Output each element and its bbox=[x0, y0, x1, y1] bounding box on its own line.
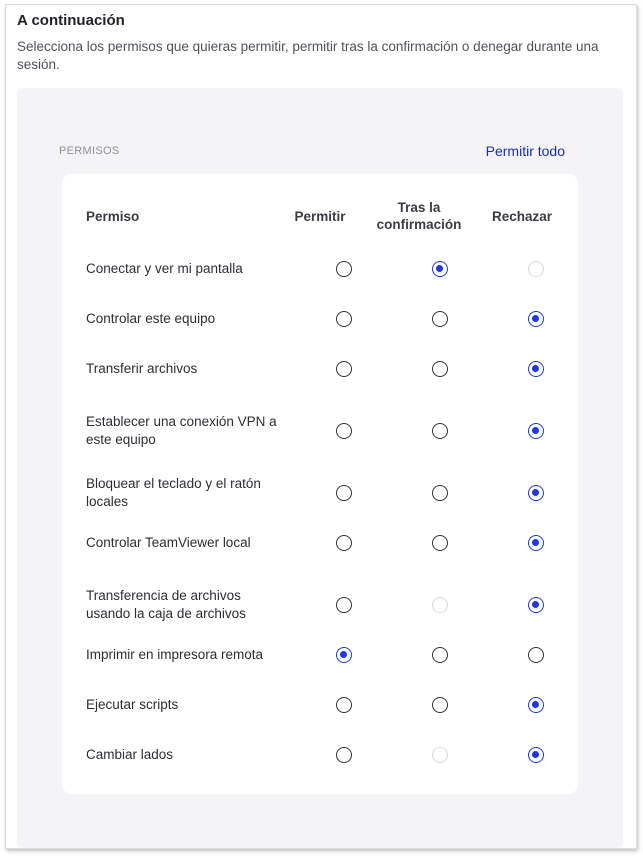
deny-radio[interactable] bbox=[528, 597, 544, 613]
after-confirmation-radio[interactable] bbox=[432, 423, 448, 439]
deny-radio[interactable] bbox=[528, 697, 544, 713]
permission-label: Bloquear el teclado y el ratón locales bbox=[86, 476, 261, 509]
permissions-table bbox=[62, 174, 578, 794]
permission-label: Transferencia de archivos usando la caja de archivos bbox=[86, 588, 246, 621]
allow-radio[interactable] bbox=[336, 485, 352, 501]
deny-radio[interactable] bbox=[528, 647, 544, 663]
allow-radio[interactable] bbox=[336, 747, 352, 763]
column-header-allow: Permitir bbox=[294, 209, 346, 224]
allow-radio[interactable] bbox=[336, 361, 352, 377]
after-confirmation-radio[interactable] bbox=[432, 261, 448, 277]
after-confirmation-radio bbox=[432, 747, 448, 763]
permission-label: Controlar TeamViewer local bbox=[86, 535, 251, 550]
deny-radio[interactable] bbox=[528, 423, 544, 439]
after-confirmation-radio[interactable] bbox=[432, 535, 448, 551]
allow-radio[interactable] bbox=[336, 423, 352, 439]
permissions-window bbox=[5, 4, 637, 849]
allow-all-link[interactable]: Permitir todo bbox=[485, 143, 565, 159]
after-confirmation-radio[interactable] bbox=[432, 311, 448, 327]
section-description: Selecciona los permisos que quieras permitir, permitir tras la confirmación o denegar durante una sesión. bbox=[17, 39, 599, 72]
allow-radio[interactable] bbox=[336, 697, 352, 713]
column-header-deny: Rechazar bbox=[491, 209, 553, 224]
deny-radio[interactable] bbox=[528, 311, 544, 327]
permission-label: Imprimir en impresora remota bbox=[86, 647, 264, 662]
after-confirmation-radio[interactable] bbox=[432, 647, 448, 663]
deny-radio[interactable] bbox=[528, 747, 544, 763]
permission-label: Establecer una conexión VPN a este equipo bbox=[86, 414, 277, 447]
after-confirmation-radio bbox=[432, 597, 448, 613]
allow-radio[interactable] bbox=[336, 597, 352, 613]
allow-radio[interactable] bbox=[336, 311, 352, 327]
column-header-permission: Permiso bbox=[86, 209, 140, 224]
after-confirmation-radio[interactable] bbox=[432, 485, 448, 501]
permission-label: Cambiar lados bbox=[86, 747, 174, 762]
deny-radio[interactable] bbox=[528, 535, 544, 551]
deny-radio bbox=[528, 261, 544, 277]
permission-label: Conectar y ver mi pantalla bbox=[86, 261, 243, 276]
permissions-label: PERMISOS bbox=[59, 145, 120, 157]
permission-label: Transferir archivos bbox=[86, 361, 198, 376]
deny-radio[interactable] bbox=[528, 485, 544, 501]
column-header-after-confirmation: Tras la confirmación bbox=[376, 200, 462, 232]
allow-radio[interactable] bbox=[336, 647, 352, 663]
permission-label: Ejecutar scripts bbox=[86, 697, 179, 712]
allow-radio[interactable] bbox=[336, 535, 352, 551]
deny-radio[interactable] bbox=[528, 361, 544, 377]
permission-label: Controlar este equipo bbox=[86, 311, 216, 326]
after-confirmation-radio[interactable] bbox=[432, 361, 448, 377]
after-confirmation-radio[interactable] bbox=[432, 697, 448, 713]
section-title: A continuación bbox=[17, 12, 125, 29]
permissions-panel bbox=[17, 88, 623, 848]
allow-radio[interactable] bbox=[336, 261, 352, 277]
